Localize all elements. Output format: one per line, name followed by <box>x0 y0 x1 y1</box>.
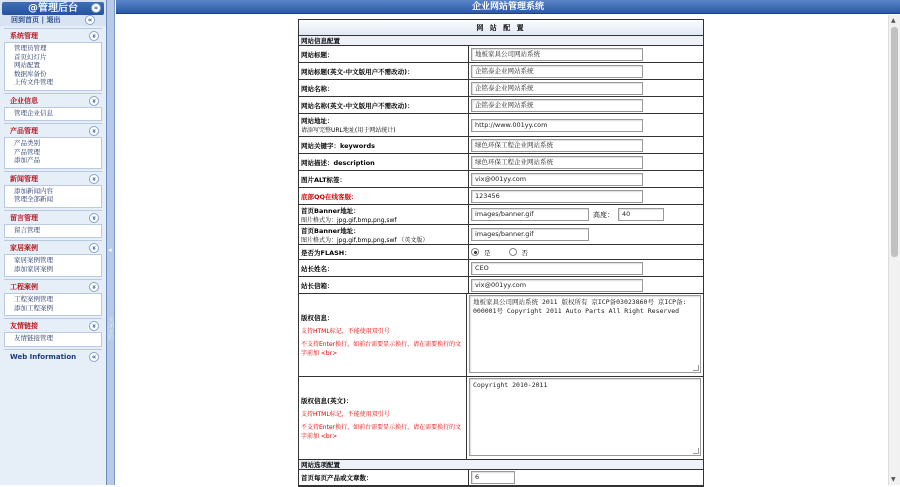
sidebar-group-items <box>4 137 102 169</box>
config-row-label: 网站关键字：keywords <box>301 141 375 150</box>
config-row <box>299 137 703 154</box>
sidebar-group <box>4 240 102 277</box>
sidebar-group-title[interactable] <box>4 349 102 363</box>
sidebar-group-label: 产品管理 <box>10 127 38 135</box>
row-per-page <box>299 470 703 486</box>
sidebar-group-items <box>4 185 102 208</box>
sidebar-group-label: 企业信息 <box>10 96 38 105</box>
flash-yes-option[interactable] <box>471 248 491 257</box>
sidebar-header <box>0 0 106 26</box>
sidebar-group <box>4 93 102 122</box>
copyright-textarea[interactable] <box>469 295 701 373</box>
brand-title <box>2 2 104 15</box>
chevron-left-icon[interactable]: « <box>85 15 95 25</box>
owner-email-input[interactable]: vix@001yy.com <box>471 279 643 292</box>
copyright-en-note-html: 支持HTML标记，不能使用双引号 <box>301 411 390 418</box>
sidebar-menu-item[interactable]: 友情链接管理 <box>14 334 53 342</box>
sidebar-group-label: 友情链接 <box>10 322 38 330</box>
scroll-down-icon[interactable]: ▼ <box>891 476 896 483</box>
banner-label: 首页Banner地址： <box>301 206 360 215</box>
sidebar-group <box>4 349 102 363</box>
flash-yes-label: 是 <box>484 248 491 257</box>
sidebar-menu-item[interactable]: 数据库备份 <box>14 69 47 78</box>
banner-en-input[interactable]: images/banner.gif <box>471 228 589 241</box>
copyright-en-note-enter: 不支持Enter换行，如前台需要显示换行，请在需要换行的文字前加 <br> <box>301 424 462 440</box>
banner-format-hint: 图片格式为：jpg,gif,bmp,png,swf <box>301 216 397 224</box>
row-copyright <box>299 294 703 377</box>
config-title: 网 站 配 置 <box>299 20 703 36</box>
sidebar-group-items <box>4 42 102 91</box>
logout-link[interactable]: 退出 <box>46 16 61 24</box>
sidebar-group-label: 工程案例 <box>10 283 38 291</box>
config-row <box>299 63 703 80</box>
home-link[interactable]: 回到首页 <box>11 16 39 24</box>
config-row-label: 网站名称(英文-中文版用户不需改动)： <box>301 101 414 110</box>
sidebar-group-label: 家居案例 <box>10 244 38 252</box>
sidebar-menu-item[interactable]: 添加家居案例 <box>14 264 53 273</box>
resize-grip-icon[interactable] <box>693 365 699 371</box>
sidebar-menu-item[interactable]: 管理企业信息 <box>14 108 53 117</box>
config-row-input[interactable]: 123456 <box>471 190 643 203</box>
config-row-hint: 请添写完整URL地址(用于网站统计) <box>301 127 396 134</box>
radio-yes[interactable] <box>471 248 479 256</box>
copyright-label: 版权信息： <box>301 314 334 322</box>
content-scroll <box>116 15 900 485</box>
copyright-en-label: 版权信息(英文)： <box>301 397 353 405</box>
chevron-down-icon[interactable]: » <box>89 282 99 292</box>
sidebar-group-title[interactable] <box>4 28 102 42</box>
sidebar-group <box>4 28 102 91</box>
site-config-table <box>298 19 704 487</box>
brand-label: @管理后台 <box>28 3 78 14</box>
sidebar-group-title[interactable] <box>4 279 102 293</box>
chevron-left-icon[interactable]: « <box>89 352 99 362</box>
sidebar-menu-item[interactable]: 产品类别 <box>14 139 40 147</box>
sidebar <box>0 0 107 485</box>
sidebar-group <box>4 318 102 347</box>
banner-height-input[interactable]: 40 <box>618 208 664 221</box>
config-row-input[interactable]: 企铭泰企业网站系统 <box>471 65 643 78</box>
config-row <box>299 188 703 205</box>
collapse-arrow-icon[interactable]: ◂ <box>108 246 112 254</box>
banner-en-format-hint: 图片格式为：jpg,gif,bmp,png,swf （英文版） <box>301 236 429 244</box>
chevron-down-icon[interactable]: » <box>89 213 99 223</box>
config-row-input[interactable]: 企铭泰企业网站系统 <box>471 99 643 112</box>
sidebar-group-label: 新闻管理 <box>10 174 38 183</box>
sidebar-splitter[interactable] <box>107 0 115 485</box>
sidebar-menu-item[interactable]: 首页幻灯片 <box>14 52 47 61</box>
config-row <box>299 46 703 63</box>
sidebar-group-items <box>4 224 102 239</box>
copyright-note-html: 支持HTML标记，不能使用双引号 <box>301 328 390 335</box>
flash-label: 是否为FLASH： <box>299 245 469 259</box>
per-page-label: 首页每页产品或文章数： <box>299 470 469 485</box>
window-title: 企业网站管理系统 <box>116 0 900 14</box>
config-row-label: 网站标题(英文-中文版用户不需改动)： <box>301 67 414 76</box>
scroll-up-icon[interactable]: ▲ <box>891 17 896 24</box>
row-owner-email <box>299 277 703 294</box>
row-banner <box>299 205 703 225</box>
sidebar-group-label: 留言管理 <box>10 213 38 222</box>
main-area <box>116 0 900 485</box>
sidebar-group <box>4 123 102 169</box>
sidebar-group-items <box>4 293 102 316</box>
sidebar-menu-item[interactable]: 留言管理 <box>14 225 40 234</box>
owner-name-label: 站长姓名： <box>299 260 469 276</box>
config-row-input[interactable]: 绿色环保工程企业网站系统 <box>471 156 643 169</box>
flash-no-label: 否 <box>521 248 528 257</box>
row-copyright-en <box>299 377 703 460</box>
copyright-en-textarea[interactable] <box>469 378 701 456</box>
row-owner-name <box>299 260 703 277</box>
owner-email-label: 站长信箱： <box>299 277 469 293</box>
quick-links-separator: | <box>41 16 44 24</box>
config-row-label: 网站描述：description <box>301 158 375 167</box>
config-row <box>299 114 703 137</box>
sidebar-menu-item[interactable]: 添加新闻内容 <box>14 186 53 195</box>
row-flash <box>299 245 703 260</box>
config-row-input[interactable]: 企铭泰企业网站系统 <box>471 82 643 95</box>
config-row-input[interactable]: vix@001yy.com <box>471 173 643 186</box>
quick-links <box>2 15 104 26</box>
sidebar-menu-item[interactable]: 上传文件管理 <box>14 78 53 86</box>
sidebar-menu-item[interactable]: 家居案例管理 <box>14 256 53 264</box>
sidebar-group-items <box>4 332 102 347</box>
sidebar-group-title[interactable] <box>4 93 102 107</box>
sidebar-menu-item[interactable]: 管理全部新闻 <box>14 195 53 203</box>
config-row <box>299 80 703 97</box>
sidebar-menu-item[interactable]: 添加工程案例 <box>14 303 53 312</box>
sidebar-group-items <box>4 254 102 277</box>
resize-grip-icon[interactable] <box>693 448 699 454</box>
config-row <box>299 171 703 188</box>
sidebar-menu-item[interactable]: 产品管理 <box>14 147 40 156</box>
sidebar-menu-item[interactable]: 管理员管理 <box>14 44 47 52</box>
sidebar-group <box>4 171 102 208</box>
sidebar-group-items <box>4 107 102 122</box>
chevron-down-icon[interactable]: » <box>89 174 99 184</box>
sidebar-menu-item[interactable]: 添加产品 <box>14 156 40 164</box>
sidebar-group-title[interactable] <box>4 318 102 332</box>
sidebar-group-label: Web Information <box>10 352 77 361</box>
banner-input[interactable]: images/banner.gif <box>471 208 589 221</box>
splitter-label: 关闭左栏 <box>107 317 114 342</box>
sidebar-group <box>4 279 102 316</box>
sidebar-group <box>4 210 102 239</box>
section-site-options: 网站选项配置 <box>299 460 703 470</box>
sidebar-group-title[interactable] <box>4 123 102 137</box>
chevron-down-icon[interactable]: » <box>89 126 99 136</box>
scrollbar-thumb[interactable] <box>891 27 898 257</box>
banner-height-label: 高度： <box>593 210 614 219</box>
chevron-down-icon[interactable]: » <box>89 321 99 331</box>
sidebar-group-title[interactable] <box>4 171 102 185</box>
config-row-label: 网站地址： <box>301 117 334 125</box>
copyright-text: 地板家具公司网站系统 2011 版权所有 京ICP备03023860号 京ICP备: 000001号 Copyright 2011 Auto Parts All Right Reserved <box>473 298 687 315</box>
sidebar-menu <box>0 28 106 363</box>
chevron-down-icon[interactable]: » <box>89 243 99 253</box>
copyright-note-enter: 不支持Enter换行，如前台需要显示换行，请在需要换行的文字前加 <br> <box>301 341 462 357</box>
copyright-en-text: Copyright 2010-2011 <box>473 381 548 389</box>
chevron-down-icon[interactable]: » <box>89 96 99 106</box>
sidebar-group-label: 系统管理 <box>10 32 38 40</box>
sidebar-group-title[interactable] <box>4 240 102 254</box>
config-row-label: 底部QQ在线客服： <box>301 192 358 201</box>
config-row <box>299 154 703 171</box>
sidebar-menu-item[interactable]: 工程案例管理 <box>14 295 53 303</box>
banner-en-label: 首页Banner地址： <box>301 226 360 235</box>
config-row-label: 网站标题： <box>301 50 334 59</box>
per-page-input[interactable]: 6 <box>471 471 515 484</box>
collapse-all-icon[interactable]: » <box>91 3 101 13</box>
radio-no[interactable] <box>509 248 517 256</box>
config-row-label: 网站名称： <box>301 84 334 93</box>
sidebar-menu-item[interactable]: 网站配置 <box>14 61 40 69</box>
config-row <box>299 97 703 114</box>
config-row-input[interactable]: 绿色环保工程企业网站系统 <box>471 139 643 152</box>
owner-name-input[interactable]: CEO <box>471 262 643 275</box>
config-row-label: 图片ALT标签： <box>301 175 347 184</box>
sidebar-group-title[interactable] <box>4 210 102 224</box>
vertical-scrollbar[interactable] <box>888 15 900 485</box>
chevron-down-icon[interactable]: » <box>89 31 99 41</box>
row-banner-en <box>299 225 703 245</box>
config-row-input[interactable]: 地板家具公司网站系统 <box>471 48 643 61</box>
config-row-input[interactable]: http://www.001yy.com <box>471 119 643 132</box>
section-site-info: 网站信息配置 <box>299 36 703 46</box>
flash-no-option[interactable] <box>509 248 529 257</box>
